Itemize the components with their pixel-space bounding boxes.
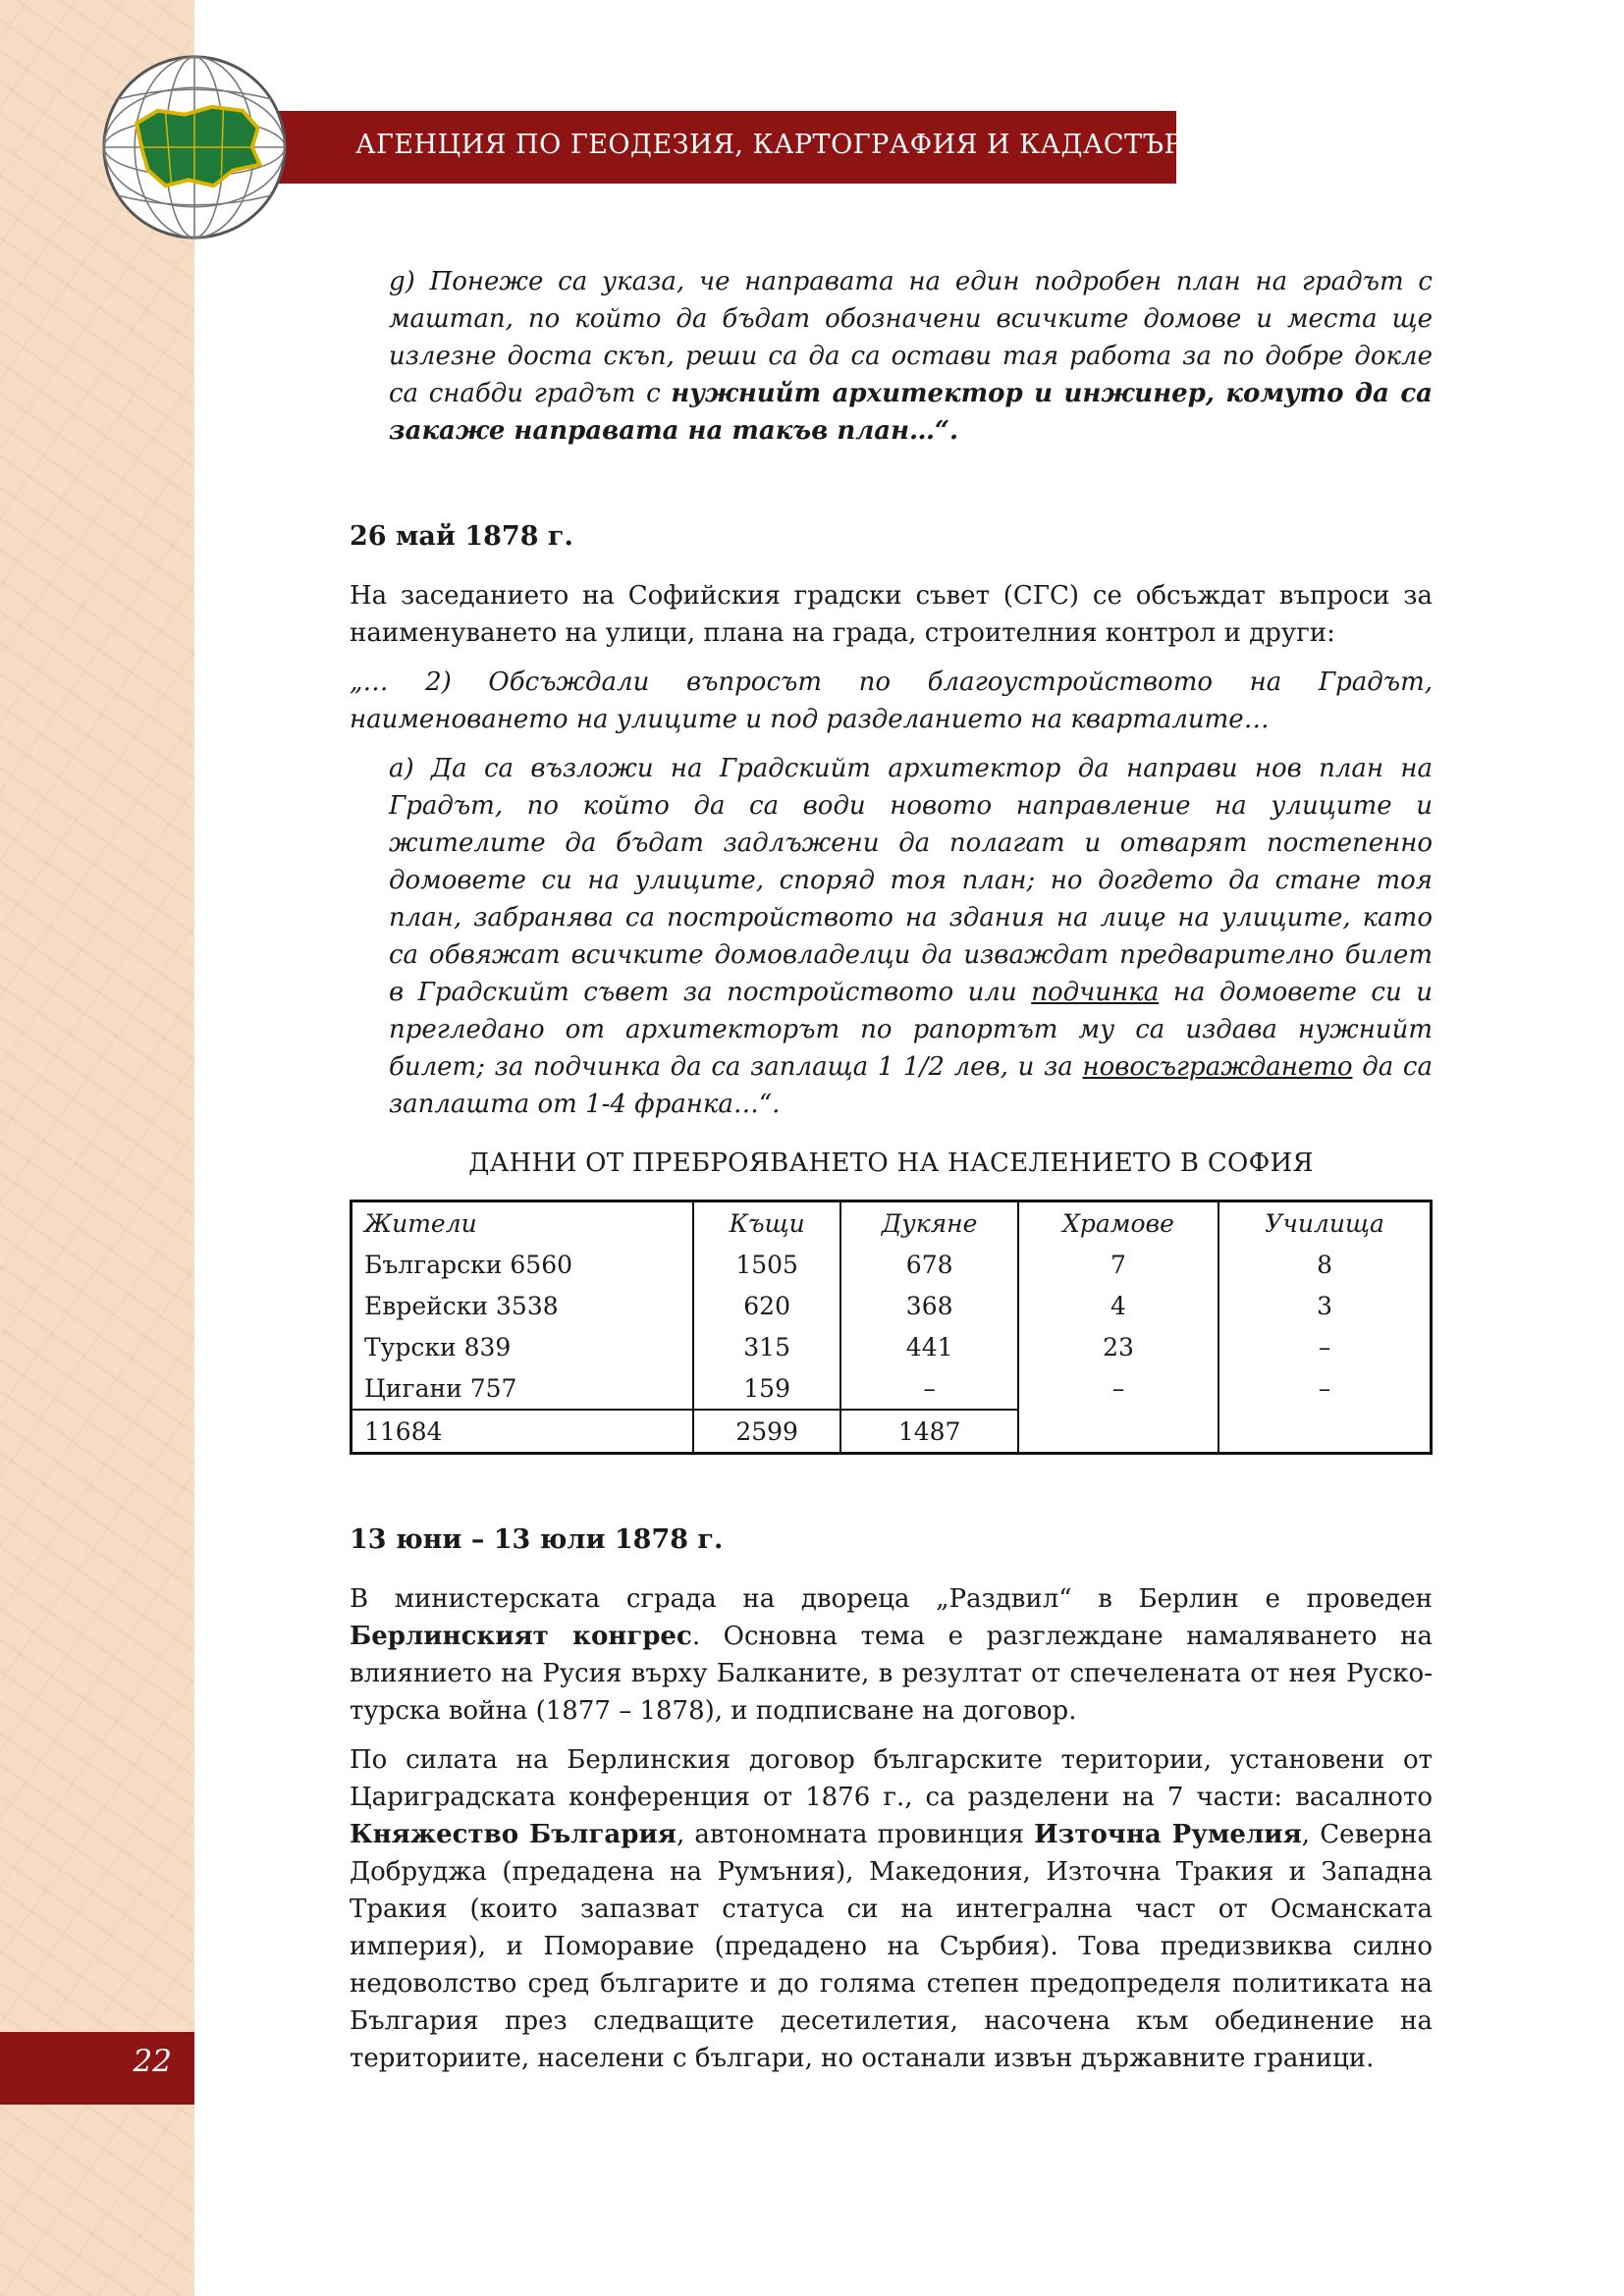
item-a-underlined-1: подчинка [1031,978,1160,1007]
table-cell: – [1218,1367,1431,1410]
table-cell: 315 [693,1326,841,1367]
table-cell: 620 [693,1285,841,1326]
table-cell: 3 [1218,1285,1431,1326]
decorative-side-strip [0,0,194,2296]
globe-bulgaria-map-logo [98,51,291,243]
section-quote-g [389,263,1433,450]
table-cell: – [840,1367,1017,1410]
p2-text-e: , Северна Добруджа (предадена на Румъния), Македония, Източна Тракия и Западна Тракия (които запазват статуса си на интегрална част от Османската империя), и Поморавие (предадено на Сърбия). Това предизвиква силно недоволство сред българите и до голяма степен предопределя политиката на България през следващите десетилетия, насочена към обединение на териториите, населени с българи, но останали извън държавните граници. [350,1820,1434,2073]
berlin-paragraph-1 [350,1580,1433,1730]
col-header-houses: Къщи [693,1201,841,1245]
table-cell: 159 [693,1367,841,1410]
empty-cell [1018,1410,1218,1454]
table-cell: 23 [1018,1326,1218,1367]
p2-bold-principality: Княжество България [350,1820,677,1849]
paragraph-g [389,263,1433,450]
section-berlin-congress [350,1522,1433,2077]
table-cell: 678 [840,1244,1017,1285]
empty-cell [1218,1410,1431,1454]
date-heading-june-1878: 13 юни – 13 юли 1878 г. [350,1524,724,1555]
item-a-paragraph [389,750,1433,1123]
page-number: 22 [133,2044,172,2079]
p2-bold-eastern-rumelia: Източна Румелия [1034,1820,1302,1849]
p2-text-c: , автономната провинция [676,1820,1035,1849]
table-cell: 1505 [693,1244,841,1285]
table-cell: Турски 839 [364,1332,512,1362]
table-cell: Цигани 757 [364,1373,517,1403]
table-cell: – [1018,1367,1218,1410]
total-cell: 2599 [693,1410,841,1454]
census-table [350,1200,1433,1455]
intro-paragraph: На заседанието на Софийския градски съвет (СГС) се обсъждат въпроси за наименуването на улици, плана на града, строителния контрол и други: [350,581,1433,648]
col-header-shops: Дукяне [840,1201,1017,1245]
total-cell: 11684 [352,1410,693,1454]
census-table-title: ДАННИ ОТ ПРЕБРОЯВАНЕТО НА НАСЕЛЕНИЕТО В СОФИЯ [468,1148,1314,1178]
item-a-underlined-2: новосъграждането [1082,1052,1353,1082]
item-a-text-2: на домовете си и прегледано от архитекторът по рапортът му са издава нужнийт билет; за подчинка да са заплаща 1 1/2 лев, и за [389,978,1433,1082]
table-cell: – [1218,1326,1431,1367]
table-cell: 8 [1218,1244,1431,1285]
header-title: АГЕНЦИЯ ПО ГЕОДЕЗИЯ, КАРТОГРАФИЯ И КАДАСТЪР [355,130,1183,160]
item-a-text-3: да са заплашта от 1-4 франка…“. [389,1052,1433,1119]
table-cell: 4 [1018,1285,1218,1326]
p1-text-a: В министерската сграда на двореца „Раздвил“ в Берлин е проведен [350,1584,1433,1614]
col-header-schools: Училища [1218,1201,1431,1245]
total-cell: 1487 [840,1410,1017,1454]
table-row [352,1244,1432,1285]
table-cell: 7 [1018,1244,1218,1285]
table-cell: Български 6560 [364,1250,573,1279]
berlin-paragraph-2 [350,1741,1433,2077]
col-header-temples: Храмове [1018,1201,1218,1245]
table-cell: Еврейски 3538 [364,1291,559,1320]
col-header-residents: Жители [364,1208,477,1238]
table-cell: 368 [840,1285,1017,1326]
p1-text-c: . Основна тема е разглеждане намаляването на влиянието на Русия върху Балканите, в резултат от спечелената от нея Руско-турска война (1877 – 1878), и подписване на договор. [350,1622,1433,1726]
paragraph-g-text: g) Понеже са указа, че направата на един подробен план на градът с маштап, по който да бъдат обозначени всичките домове и места ще излезне доста скъп, реши са да са остави тая работа за по добре докле са снабди градът с [389,267,1433,408]
section-may-1878 [350,518,1433,1123]
table-cell: 441 [840,1326,1017,1367]
table-row [352,1326,1432,1367]
table-row [352,1367,1432,1410]
quote-paragraph: „… 2) Обсъждали въпросът по благоустройството на Градът, наименоването на улиците и под разделанието на кварталите… [350,667,1433,734]
table-header-row [352,1201,1432,1245]
item-a-text-1: а) Да са възложи на Градскийт архитектор да направи нов план на Градът, по който да са води новото направление на улиците и жителите да бъдат задлъжени да полагат и отварят постепенно домовете си на улиците, споряд тоя план; но догдето да стане тоя план, забранява са постройството на здания на лице на улиците, като са обвяжат всичките домовладелци да изваждат предварително билет в Градскийт съвет за постройството или [389,754,1433,1007]
p2-text-a: По силата на Берлинския договор българските територии, установени от Цариградската конференция от 1876 г., са разделени на 7 части: васалното [350,1745,1433,1812]
table-total-row [352,1410,1432,1454]
p1-bold-berlin-congress: Берлинският конгрес [350,1622,692,1651]
table-row [352,1285,1432,1326]
paragraph-g-bold-text: нужнийт архитектор и инжинер, комуто да са закаже направата на такъв план…“. [389,379,1433,446]
date-heading-may-1878: 26 май 1878 г. [350,521,573,552]
